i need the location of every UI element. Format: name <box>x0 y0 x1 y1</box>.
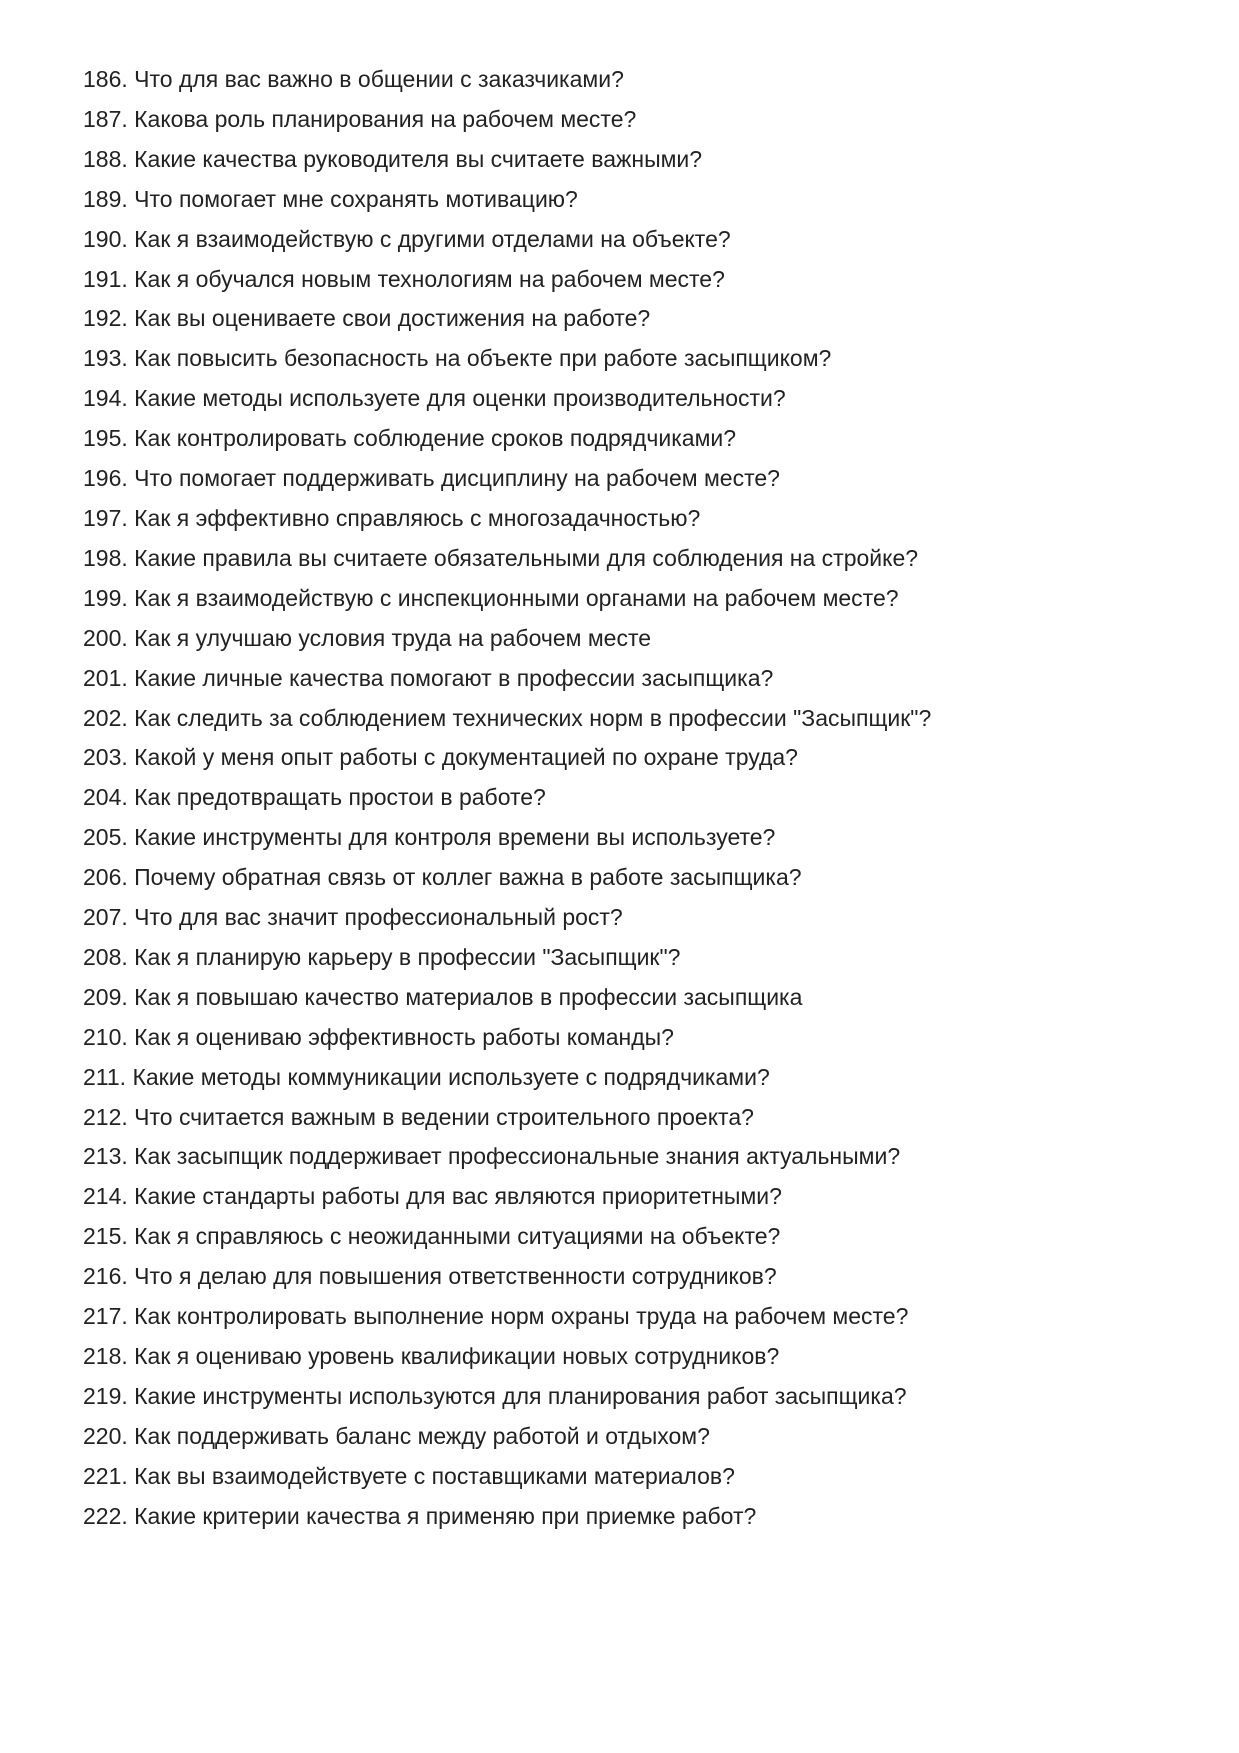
question-item: 194. Какие методы используете для оценки производительности? <box>83 385 786 412</box>
question-item: 188. Какие качества руководителя вы считаете важными? <box>83 145 703 172</box>
question-item: 213. Как засыпщик поддерживает профессиональные знания актуальными? <box>83 1143 901 1170</box>
question-item: 187. Какова роль планирования на рабочем месте? <box>83 105 637 132</box>
question-item: 219. Какие инструменты используются для планирования работ засыпщика? <box>83 1382 907 1409</box>
question-item: 207. Что для вас значит профессиональный рост? <box>83 904 623 931</box>
question-item: 215. Как я справляюсь с неожиданными ситуациями на объекте? <box>83 1223 781 1250</box>
question-item: 200. Как я улучшаю условия труда на рабочем месте <box>83 624 652 651</box>
question-item: 217. Как контролировать выполнение норм охраны труда на рабочем месте? <box>83 1303 909 1330</box>
question-item: 198. Какие правила вы считаете обязательными для соблюдения на стройке? <box>83 544 919 571</box>
question-item: 189. Что помогает мне сохранять мотивацию? <box>83 185 578 212</box>
question-item: 196. Что помогает поддерживать дисциплину на рабочем месте? <box>83 465 780 492</box>
question-item: 204. Как предотвращать простои в работе? <box>83 784 546 811</box>
question-item: 202. Как следить за соблюдением технических норм в профессии "Засыпщик"? <box>83 704 932 731</box>
question-item: 201. Какие личные качества помогают в профессии засыпщика? <box>83 664 774 691</box>
question-item: 216. Что я делаю для повышения ответственности сотрудников? <box>83 1263 777 1290</box>
question-list <box>83 60 1199 1537</box>
question-item: 206. Почему обратная связь от коллег важна в работе засыпщика? <box>83 864 802 891</box>
question-item: 191. Как я обучался новым технологиям на рабочем месте? <box>83 265 725 292</box>
question-item: 221. Как вы взаимодействуете с поставщиками материалов? <box>83 1462 735 1489</box>
question-item: 209. Как я повышаю качество материалов в профессии засыпщика <box>83 983 803 1010</box>
question-item: 214. Какие стандарты работы для вас являются приоритетными? <box>83 1183 782 1210</box>
question-item: 203. Какой у меня опыт работы с документацией по охране труда? <box>83 744 798 771</box>
question-item: 190. Как я взаимодействую с другими отделами на объекте? <box>83 225 731 252</box>
question-item: 218. Как я оцениваю уровень квалификации новых сотрудников? <box>83 1343 780 1369</box>
question-item: 208. Как я планирую карьеру в профессии "Засыпщик"? <box>83 943 681 970</box>
question-item: 211. Какие методы коммуникации используете с подрядчиками? <box>83 1063 770 1090</box>
question-item: 220. Как поддерживать баланс между работой и отдыхом? <box>83 1422 710 1449</box>
question-item: 193. Как повысить безопасность на объекте при работе засыпщиком? <box>83 345 832 372</box>
question-item: 197. Как я эффективно справляюсь с многозадачностью? <box>83 504 701 531</box>
question-item: 192. Как вы оцениваете свои достижения на работе? <box>83 305 651 332</box>
question-item: 212. Что считается важным в ведении строительного проекта? <box>83 1103 754 1130</box>
question-item: 210. Как я оцениваю эффективность работы команды? <box>83 1023 674 1050</box>
question-item: 222. Какие критерии качества я применяю при приемке работ? <box>83 1502 757 1529</box>
question-item: 205. Какие инструменты для контроля времени вы используете? <box>83 824 776 851</box>
question-item: 186. Что для вас важно в общении с заказчиками? <box>83 66 624 92</box>
question-item: 199. Как я взаимодействую с инспекционными органами на рабочем месте? <box>83 584 899 611</box>
question-item: 195. Как контролировать соблюдение сроков подрядчиками? <box>83 425 737 452</box>
